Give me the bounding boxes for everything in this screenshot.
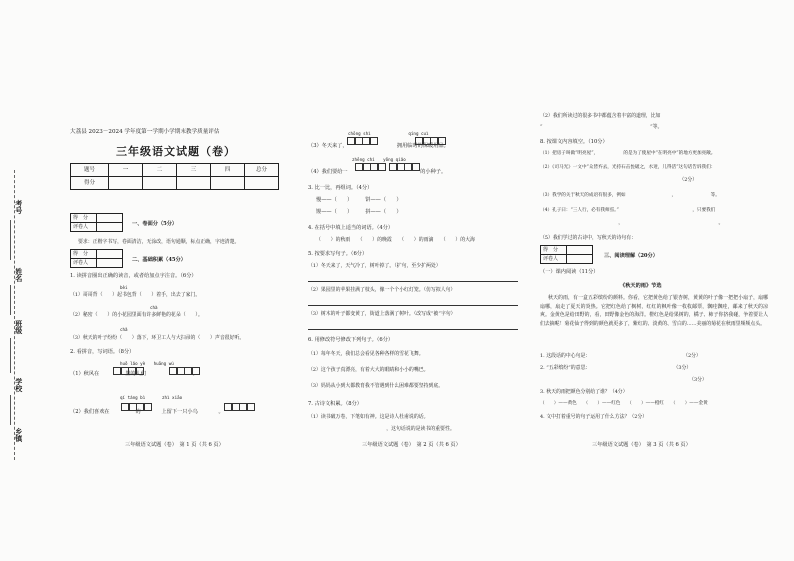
question-8-4b: ， 。 xyxy=(540,220,724,226)
pinyin-grid[interactable] xyxy=(122,403,152,411)
section-1-instructions: 要求：正楷字书写，卷面清洁，无涂改，语句通顺，标点正确，字迹清楚。 xyxy=(78,239,240,245)
margin-blank[interactable] xyxy=(10,338,11,373)
reading-passage: 秋天的雨，有一盒五彩缤纷的颜料。你看，它把黄色给了银杏树，黄黄的叶子像一把把小扇子，扇哪扇哪，扇走了夏天的炎热。它把红色给了枫树，红红的枫叶像一枚枚邮票，飘哇飘哇，邮来了秋天的凉爽。金黄色是给田野的，看，田野像金色的海洋。橙红色是给果树的，橘子、柿子你挤我碰，争着要让人们去摘呢！菊花仙子得到的颜色就更多了，紫红的、淡黄的、雪白的……美丽的菊花在秋雨里频频点头。 xyxy=(540,295,768,327)
reading-question-1: 1. 这段话的中心句是： （2分） xyxy=(540,353,701,359)
grader-score-cell[interactable] xyxy=(567,246,593,255)
score-header-cell: 三 xyxy=(177,164,211,177)
question-8-5: （5）我们学过的古诗中，写秋天的诗句有： xyxy=(540,235,637,241)
subsection-title: （一）课内阅读（11分） xyxy=(540,269,599,275)
grader-box-3 xyxy=(540,245,593,264)
answer-line[interactable] xyxy=(308,277,518,285)
question-6-3: （3）妈妈从小到大都教育我不管遇到什么困难都要坚持到底。 xyxy=(308,383,444,389)
reading-question-2: 2. “五彩缤纷”的意思： （3分） xyxy=(540,365,692,371)
page-3-footer: 三年级语文试题（卷） 第 3 页（共 6 页） xyxy=(592,442,691,448)
margin-blank[interactable] xyxy=(10,220,11,260)
score-cell[interactable] xyxy=(211,177,245,190)
pinyin: qí táng bì zhì xiāo xyxy=(120,395,183,400)
margin-label-class: 班级 xyxy=(14,320,24,334)
question-3-row-2: 馒——（ ） 拼——（ ） xyxy=(316,209,402,215)
margin-label-exam-number: 考号 xyxy=(14,200,24,214)
question-3-row-1: 慢——（ ） 饼——（ ） xyxy=(316,197,402,203)
grader-score-label: 得 分 xyxy=(71,250,97,259)
question-8-2: （2）《司马光》一文中“众皆弃去，光持石击瓮破之，水迸，儿得活”这句话告诉我们： xyxy=(540,165,716,170)
pinyin-grid[interactable] xyxy=(416,137,446,145)
question-3-4: （4）我们要给一 的小种子。 xyxy=(308,169,447,175)
grader-box-2 xyxy=(70,249,123,268)
grader-reviewer-label: 评卷人 xyxy=(71,259,97,268)
question-2-2: （2）我们喜欢在 的 上留下一只小乌 。 xyxy=(70,409,224,415)
margin-label-town: 乡镇 xyxy=(14,428,24,442)
page-2-footer: 三年级语文试题（卷） 第 2 页（共 6 页） xyxy=(362,442,461,448)
question-6: 6. 用修改符号修改下列句子。（6分） xyxy=(308,337,394,343)
grader-reviewer-label: 评卷人 xyxy=(71,223,97,232)
margin-label-name: 姓名 xyxy=(14,268,24,282)
question-5-1: （1）冬天来了，天气冷了，树叶掉了。（扩句，至少扩两处） xyxy=(308,263,441,269)
page-1 xyxy=(70,105,295,450)
question-6-2: （2）这个孩子真漂亮，有着大大的眼睛和小小的嘴巴。 xyxy=(308,367,429,373)
score-table xyxy=(70,163,279,190)
grader-reviewer-cell[interactable] xyxy=(97,259,123,268)
question-4-body: （ ）的秋雨 （ ）的晚霞 （ ）的雨滴 （ ）的大海 xyxy=(316,237,475,243)
passage-title: 《秋天的雨》节选 xyxy=(620,283,662,289)
question-1: 1. 读拼音圈出正确的读音，或者给加点字注音。（6分） xyxy=(70,273,197,279)
grader-score-cell[interactable] xyxy=(97,250,123,259)
pinyin-grid[interactable] xyxy=(114,367,144,375)
question-1-2: （2）秘密（ ）的小花园里面有许多鲜艳的花朵（ ）。 xyxy=(70,312,203,318)
question-3-3: （3）冬天来了， 拥用临时的保暖用品。 xyxy=(308,143,449,149)
grader-score-label: 得 分 xyxy=(541,246,567,255)
answer-line[interactable] xyxy=(308,325,518,333)
score-cell[interactable] xyxy=(177,177,211,190)
pinyin: chà xyxy=(150,305,158,310)
answer-line[interactable] xyxy=(308,301,518,309)
margin-blank[interactable] xyxy=(10,395,11,425)
question-5: 5. 按要求写句子。（6分） xyxy=(308,251,368,257)
section-1-title: 一、卷面分（5分） xyxy=(132,221,178,227)
question-8-2b: （2分） xyxy=(540,177,698,183)
score-header-cell: 题号 xyxy=(71,164,109,177)
score-cell[interactable] xyxy=(143,177,177,190)
question-2: 2. 看拼音，写词语。（8分） xyxy=(70,349,135,355)
question-1-3: （3）秋天的叶子纷纷（ ）落下，环卫工人与大扫帚的（ ）声音很好听。 xyxy=(70,335,245,341)
question-5-3: （3）树木的叶子都变黄了，街道上落满了树叶。（改写成“被”字句） xyxy=(308,311,456,317)
pinyin: chōng shì qíng cuì xyxy=(348,131,429,136)
question-4: 4. 在括号中填上适当的词语。（4分） xyxy=(308,225,394,231)
score-row-label: 得分 xyxy=(71,177,109,190)
grader-score-label: 得 分 xyxy=(71,214,97,223)
question-1-1: （1）哥哥背（ ）起书包背（ ）着手，出去了家门。 xyxy=(70,292,201,298)
page-2 xyxy=(308,105,528,450)
exam-subtitle: 大荔县 2023－2024 学年度第一学期小学期末教学质量评估 xyxy=(70,129,220,135)
pinyin-grid[interactable] xyxy=(225,403,255,411)
score-cell[interactable] xyxy=(109,177,143,190)
score-header-cell: 二 xyxy=(143,164,177,177)
question-7-2: （2）我们所读过的很多书中都蕴含着丰富的道理，比如 xyxy=(540,113,661,119)
pinyin: zhēng chí yǒng qiǎo xyxy=(352,157,406,162)
pinyin: huǒ lǎo yè huāng wú xyxy=(120,361,174,366)
binding-margin xyxy=(0,0,40,561)
question-8-4: （4）孔子曰：“三人行，必有我师焉。” ，只要我们 xyxy=(540,208,716,213)
section-2-title: 二、基础积累（45分） xyxy=(132,257,186,263)
question-7-1b: ，这句话说的是读书的重要性。 xyxy=(308,426,455,432)
margin-blank[interactable] xyxy=(10,285,11,315)
pinyin-grid[interactable] xyxy=(356,163,386,171)
section-3-title: 三、阅读理解（20分） xyxy=(604,253,658,259)
pinyin-grid[interactable] xyxy=(348,137,378,145)
grader-reviewer-cell[interactable] xyxy=(97,223,123,232)
page-1-footer: 三年级语文试题（卷） 第 1 页（共 6 页） xyxy=(125,442,224,448)
question-3: 3. 比一比，再组词。（4分） xyxy=(308,185,373,191)
grader-box-1 xyxy=(70,213,123,232)
score-header-cell: 一 xyxy=(109,164,143,177)
exam-title: 三年级语文试题（卷） xyxy=(116,145,236,158)
reading-question-2b: （3分） xyxy=(540,377,707,383)
pinyin: bèi xyxy=(120,285,128,290)
page-3 xyxy=(540,113,770,458)
question-8: 8. 按课文内容填空。（10分） xyxy=(540,139,608,145)
grader-reviewer-label: 评卷人 xyxy=(541,255,567,264)
pinyin-grid[interactable] xyxy=(170,367,200,375)
pinyin-grid[interactable] xyxy=(390,163,420,171)
question-5-2: （2）果园里的苹果挂满了枝头，像一个个小红灯笼。（仿写拟人句） xyxy=(308,287,456,293)
reading-question-3-options: （ ）——黄色 （ ）——红色 （ ）——橙红 （ ）——金黄 xyxy=(540,401,708,406)
question-7-1: （1）读书破万卷，下笔如有神。这是诗人杜甫说的话。 xyxy=(308,414,429,420)
question-7: 7. 古诗文积累。（8分） xyxy=(308,401,362,407)
reading-question-4: 4. 文中打着重号的句子运用了什么方法？（2分） xyxy=(540,414,648,420)
question-7-2b: “ ”等。 xyxy=(540,124,663,130)
grader-score-cell[interactable] xyxy=(97,214,123,223)
score-header-cell: 总分 xyxy=(245,164,279,177)
question-8-1: （1）把房子叫做“明亮屋”， 的是为了使屋中“在明亮中”的地方更加亮敞。 xyxy=(540,151,716,156)
question-8-3: （3）我学的关于秋天的成语有很多，例如 ， 等。 xyxy=(540,193,720,198)
reading-question-3: 3. 秋天的雨把颜色分别给了谁？（4分） xyxy=(540,389,628,395)
pinyin: chǎ xyxy=(120,327,128,332)
margin-label-school: 学校 xyxy=(14,378,24,392)
question-2-1-text: （1）秋风在 里的人们 。 xyxy=(70,371,198,377)
grader-reviewer-cell[interactable] xyxy=(567,255,593,264)
question-6-1: （1）每年冬天，我们总会看见各种各样的雪花飞舞。 xyxy=(308,351,424,357)
score-cell[interactable] xyxy=(245,177,279,190)
score-header-cell: 四 xyxy=(211,164,245,177)
